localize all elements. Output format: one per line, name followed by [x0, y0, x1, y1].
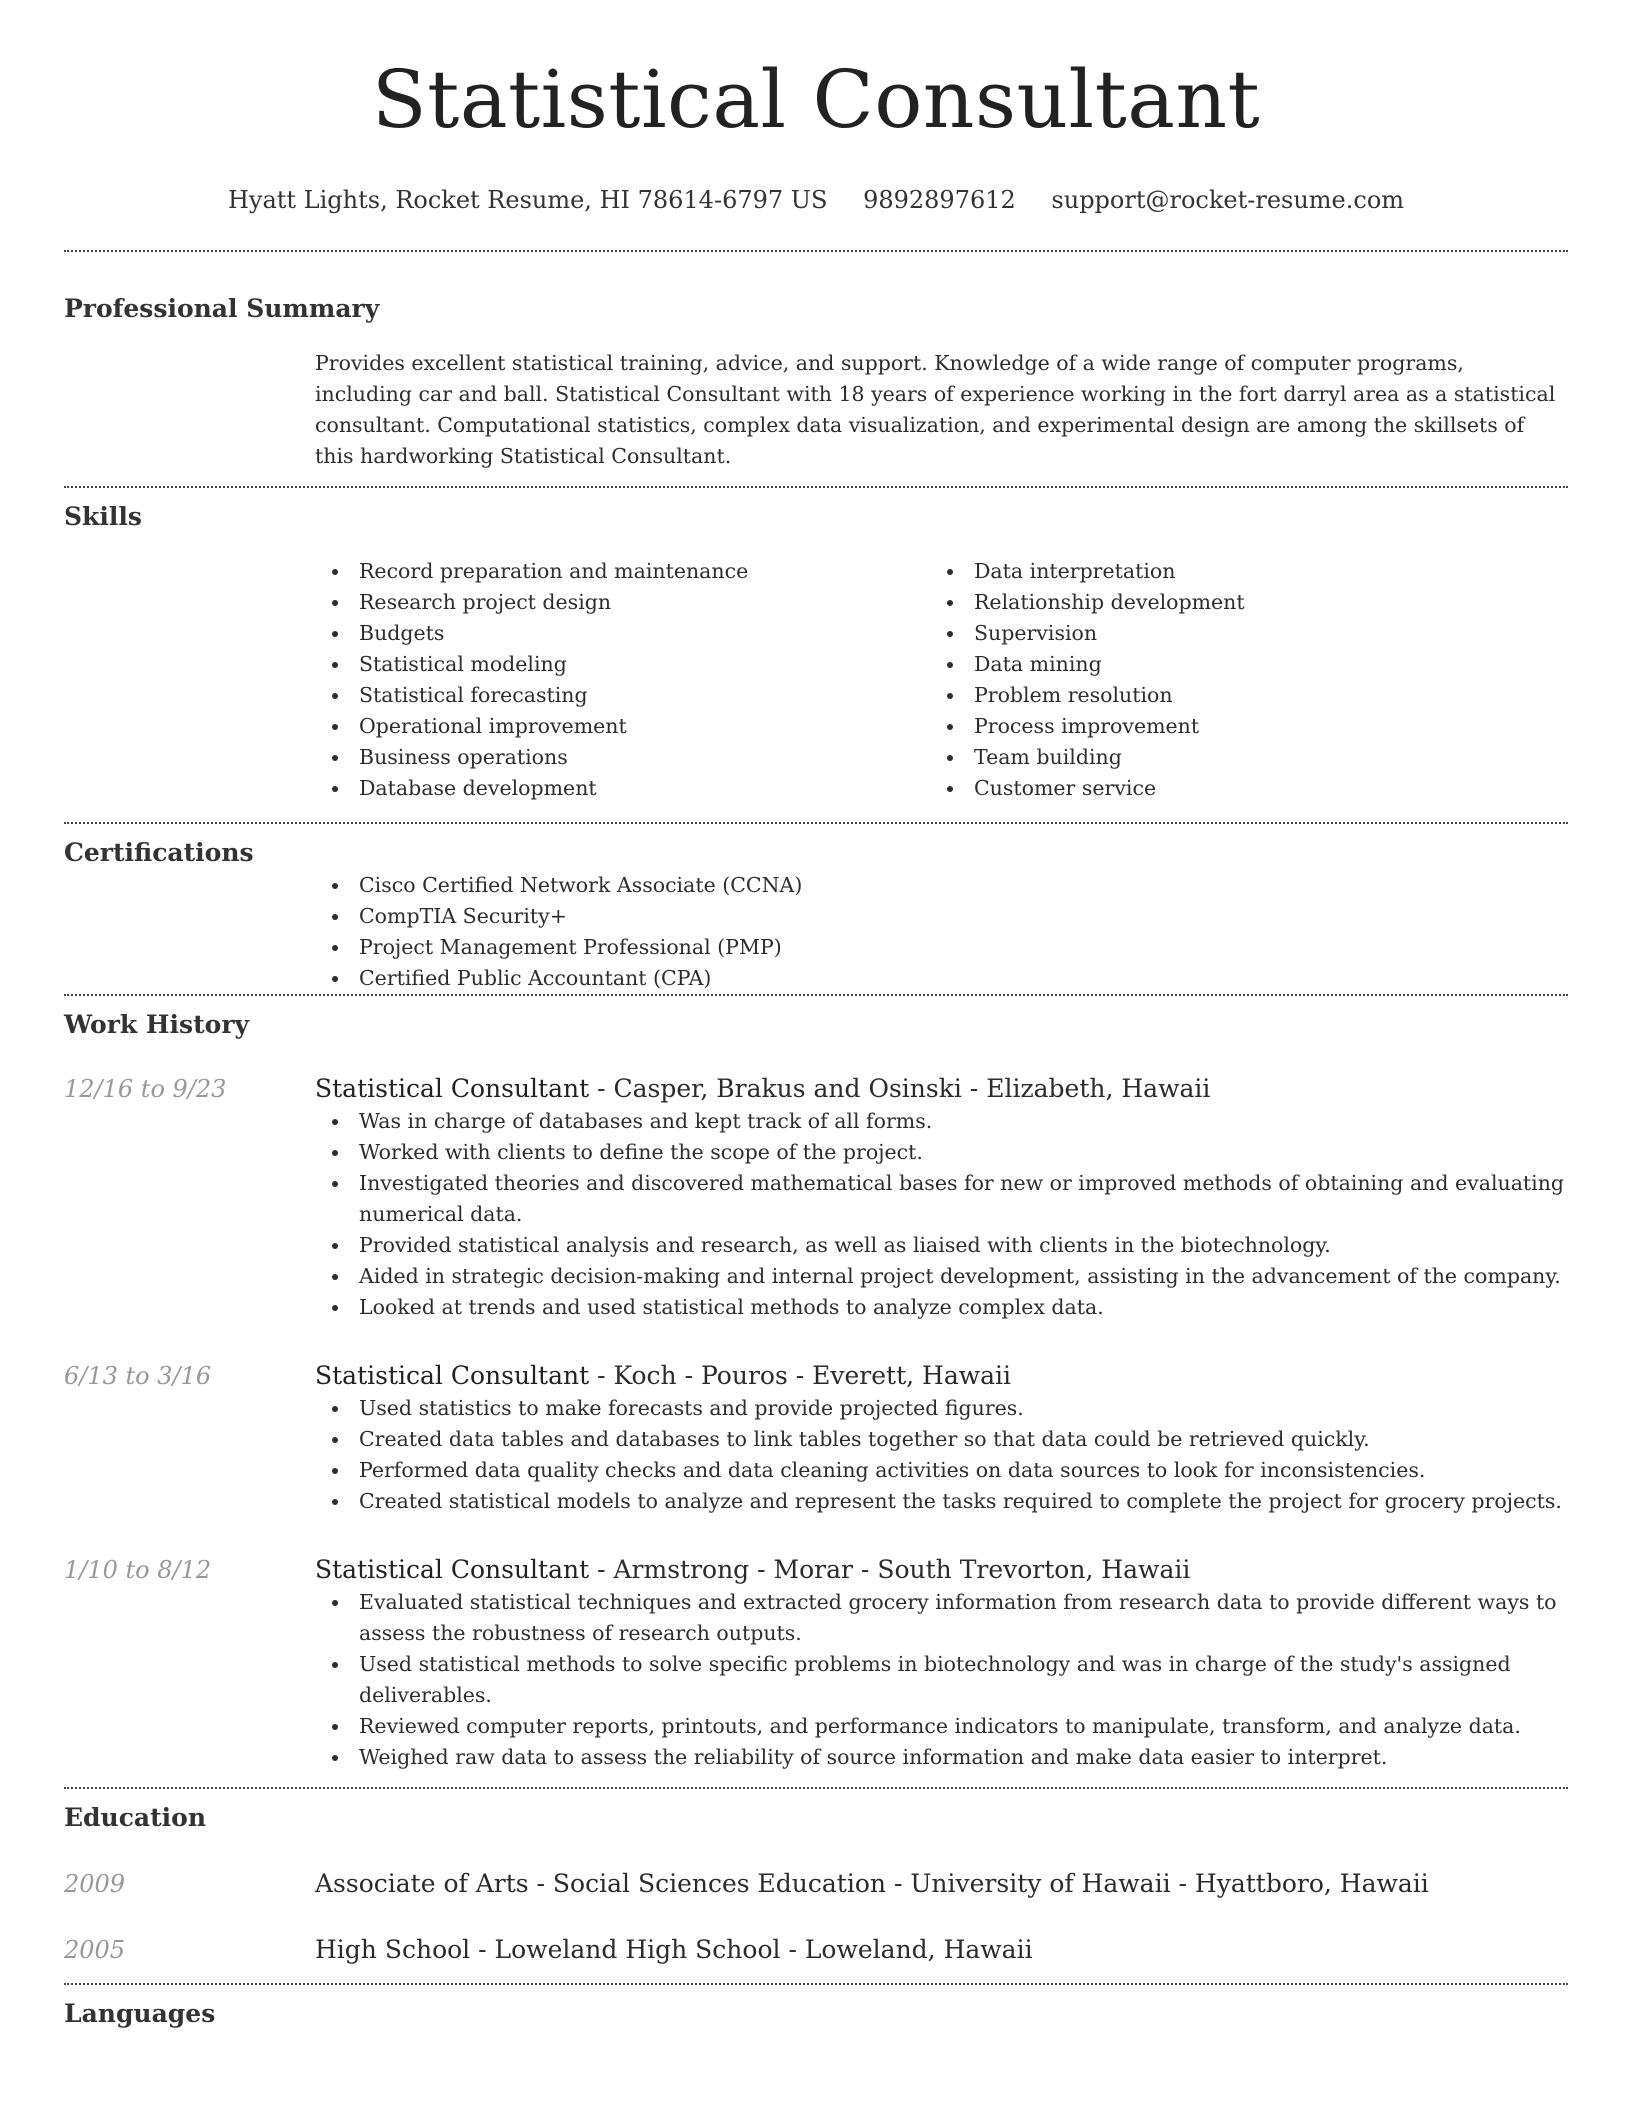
- job-heading: [315, 1072, 1565, 1106]
- education-text: High School - Loweland High School - Loweland, Hawaii: [315, 1935, 1033, 1964]
- certification-item: Certified Public Accountant (CPA): [315, 963, 1565, 994]
- divider: [64, 1787, 1568, 1789]
- job-bullet: Worked with clients to define the scope of the project.: [315, 1137, 1565, 1168]
- job-bullet: Performed data quality checks and data cleaning activities on data sources to look for inconsistencies.: [315, 1455, 1565, 1486]
- section-title-languages: Languages: [64, 1999, 216, 2028]
- job-company-location: - Koch - Pouros - Everett, Hawaii: [589, 1361, 1012, 1390]
- job-title: Statistical Consultant: [315, 1361, 590, 1390]
- skill-item: Data mining: [930, 649, 1545, 680]
- skill-item: Process improvement: [930, 711, 1545, 742]
- skill-item: Supervision: [930, 618, 1545, 649]
- job-bullet: Provided statistical analysis and research, as well as liaised with clients in the biotechnology.: [315, 1230, 1565, 1261]
- certifications-list: [315, 870, 1565, 994]
- skill-item: Budgets: [315, 618, 930, 649]
- contact-line: [64, 184, 1568, 216]
- skill-item: Database development: [315, 773, 930, 804]
- job-dates: 1/10 to 8/12: [64, 1556, 212, 1584]
- job-bullet: Used statistics to make forecasts and provide projected figures.: [315, 1393, 1565, 1424]
- job-dates: 6/13 to 3/16: [64, 1362, 212, 1390]
- job-bullet: Created data tables and databases to link tables together so that data could be retrieved quickly.: [315, 1424, 1565, 1455]
- section-title-certifications: Certifications: [64, 838, 254, 867]
- skill-item: Record preparation and maintenance: [315, 556, 930, 587]
- education-year: 2005: [64, 1936, 126, 1964]
- job-entry: [64, 1359, 1568, 1517]
- section-title-work-history: Work History: [64, 1010, 250, 1039]
- education-entry: [64, 1933, 1568, 1967]
- certification-item: Project Management Professional (PMP): [315, 932, 1565, 963]
- resume-name: Statistical Consultant: [371, 53, 1261, 146]
- section-title-skills: Skills: [64, 502, 142, 531]
- job-bullet: Evaluated statistical techniques and extracted grocery information from research data to provide different ways to assess the robustness of research outputs.: [315, 1587, 1565, 1649]
- skill-item: Problem resolution: [930, 680, 1545, 711]
- job-heading: [315, 1553, 1565, 1587]
- job-bullets: [315, 1106, 1565, 1323]
- contact-phone: 9892897612: [863, 186, 1016, 214]
- job-bullet: Aided in strategic decision-making and internal project development, assisting in the advancement of the company.: [315, 1261, 1565, 1292]
- job-heading: [315, 1359, 1565, 1393]
- job-bullet: Created statistical models to analyze and represent the tasks required to complete the project for grocery projects.: [315, 1486, 1565, 1517]
- job-entry: [64, 1072, 1568, 1323]
- job-company-location: - Casper, Brakus and Osinski - Elizabeth, Hawaii: [589, 1074, 1211, 1103]
- job-bullet: Weighed raw data to assess the reliability of source information and make data easier to interpret.: [315, 1742, 1565, 1773]
- summary-text: Provides excellent statistical training, advice, and support. Knowledge of a wide range of computer programs, including car and ball. Statistical Consultant with 18 years of experience working in the fort darryl area as a statistical consultant. Computational statistics, complex data visualization, and experimental design are among the skillsets of this hardworking Statistical Consultant.: [315, 351, 1556, 468]
- job-bullets: [315, 1587, 1565, 1773]
- skill-item: Business operations: [315, 742, 930, 773]
- job-bullet: Used statistical methods to solve specific problems in biotechnology and was in charge of the study's assigned deliverables.: [315, 1649, 1565, 1711]
- skill-item: Operational improvement: [315, 711, 930, 742]
- job-dates: 12/16 to 9/23: [64, 1075, 227, 1103]
- certification-item: CompTIA Security+: [315, 901, 1565, 932]
- skill-item: Customer service: [930, 773, 1545, 804]
- skill-item: Team building: [930, 742, 1545, 773]
- skill-item: Data interpretation: [930, 556, 1545, 587]
- divider: [64, 822, 1568, 824]
- skills-list: [315, 556, 1565, 804]
- education-year: 2009: [64, 1870, 126, 1898]
- skill-item: Relationship development: [930, 587, 1545, 618]
- job-bullet: Reviewed computer reports, printouts, and performance indicators to manipulate, transform, and analyze data.: [315, 1711, 1565, 1742]
- contact-email: support@rocket-resume.com: [1051, 186, 1405, 214]
- section-title-education: Education: [64, 1803, 207, 1832]
- section-title-summary: Professional Summary: [64, 294, 380, 323]
- skill-item: Statistical forecasting: [315, 680, 930, 711]
- job-bullet: Investigated theories and discovered mathematical bases for new or improved methods of obtaining and evaluating numerical data.: [315, 1168, 1565, 1230]
- skills-column-right: [930, 556, 1545, 804]
- skills-column-left: [315, 556, 930, 804]
- job-bullet: Looked at trends and used statistical methods to analyze complex data.: [315, 1292, 1565, 1323]
- divider: [64, 250, 1568, 252]
- job-bullets: [315, 1393, 1565, 1517]
- education-entry: [64, 1867, 1568, 1901]
- skill-item: Statistical modeling: [315, 649, 930, 680]
- job-entry: [64, 1553, 1568, 1787]
- job-title: Statistical Consultant: [315, 1555, 590, 1584]
- contact-address: Hyatt Lights, Rocket Resume, HI 78614-6797 US: [227, 186, 828, 214]
- divider: [64, 486, 1568, 488]
- job-bullet: Was in charge of databases and kept track of all forms.: [315, 1106, 1565, 1137]
- job-company-location: - Armstrong - Morar - South Trevorton, Hawaii: [589, 1555, 1191, 1584]
- education-text: Associate of Arts - Social Sciences Education - University of Hawaii - Hyattboro, Hawaii: [315, 1869, 1429, 1898]
- divider: [64, 1983, 1568, 1985]
- certification-item: Cisco Certified Network Associate (CCNA): [315, 870, 1565, 901]
- skill-item: Research project design: [315, 587, 930, 618]
- divider: [64, 994, 1568, 996]
- job-title: Statistical Consultant: [315, 1074, 590, 1103]
